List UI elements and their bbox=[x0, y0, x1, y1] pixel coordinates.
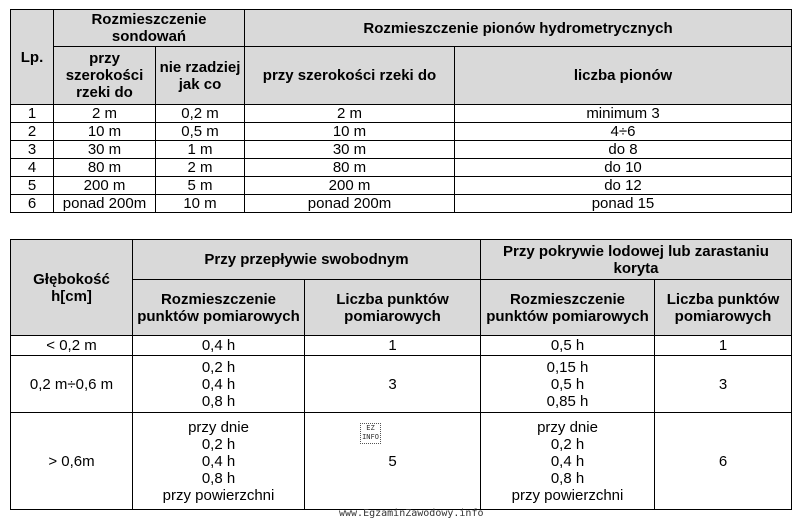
point-position: 0,2 h bbox=[201, 435, 236, 453]
sounding-interval-cell: 0,5 m bbox=[156, 123, 245, 141]
free-distribution-cell bbox=[133, 336, 305, 356]
verticals-count-cell: do 12 bbox=[455, 177, 792, 195]
lp-cell: 5 bbox=[11, 177, 54, 195]
table-row bbox=[11, 123, 792, 141]
verticals-width-cell: 2 m bbox=[245, 105, 455, 123]
point-position: 0,8 h bbox=[201, 392, 236, 410]
free-count-cell: 3 bbox=[305, 356, 481, 413]
depth-cell: 0,2 m÷0,6 m bbox=[11, 356, 133, 413]
depth-cell: > 0,6m bbox=[11, 413, 133, 510]
header-depth: Głębokość h[cm] bbox=[11, 240, 133, 336]
table-row bbox=[11, 177, 792, 195]
verticals-count-cell: ponad 15 bbox=[455, 195, 792, 213]
sounding-width-cell: 2 m bbox=[54, 105, 156, 123]
header-verticals-group: Rozmieszczenie pionów hydrometrycznych bbox=[245, 10, 792, 47]
header-verticals-count: liczba pionów bbox=[455, 47, 792, 105]
measurement-points-table bbox=[10, 239, 792, 510]
ice-count-cell: 1 bbox=[655, 336, 792, 356]
point-position: przy powierzchni bbox=[511, 486, 624, 504]
lp-cell: 4 bbox=[11, 159, 54, 177]
lp-cell: 2 bbox=[11, 123, 54, 141]
header-free-flow-group: Przy przepływie swobodnym bbox=[133, 240, 481, 280]
point-position: przy dnie bbox=[537, 418, 598, 436]
point-position: 0,4 h bbox=[201, 337, 236, 354]
watermark-logo: EZ INFO bbox=[360, 423, 381, 444]
ice-distribution-cell bbox=[481, 413, 655, 510]
verticals-count-cell: minimum 3 bbox=[455, 105, 792, 123]
ice-count-cell: 6 bbox=[655, 413, 792, 510]
sounding-width-cell: 30 m bbox=[54, 141, 156, 159]
point-position: 0,2 h bbox=[201, 358, 236, 376]
sounding-interval-cell: 0,2 m bbox=[156, 105, 245, 123]
verticals-width-cell: 80 m bbox=[245, 159, 455, 177]
header-ice-group: Przy pokrywie lodowej lub zarastaniu koryta bbox=[481, 240, 792, 280]
point-position: 0,4 h bbox=[550, 452, 585, 470]
header-lp: Lp. bbox=[11, 10, 54, 105]
table-row bbox=[11, 159, 792, 177]
point-position: 0,15 h bbox=[546, 358, 589, 376]
point-position: 0,8 h bbox=[550, 469, 585, 487]
sounding-interval-cell: 2 m bbox=[156, 159, 245, 177]
sounding-interval-cell: 5 m bbox=[156, 177, 245, 195]
point-position: 0,2 h bbox=[550, 435, 585, 453]
ice-count-cell: 3 bbox=[655, 356, 792, 413]
free-count-cell: 5 bbox=[305, 413, 481, 510]
watermark-url: www.EgzaminZawodowy.info bbox=[339, 508, 484, 519]
verticals-count-cell: 4÷6 bbox=[455, 123, 792, 141]
verticals-width-cell: 10 m bbox=[245, 123, 455, 141]
verticals-width-cell: ponad 200m bbox=[245, 195, 455, 213]
point-position: 0,8 h bbox=[201, 469, 236, 487]
table-row bbox=[11, 141, 792, 159]
header-ice-distribution: Rozmieszczenie punktów pomiarowych bbox=[481, 280, 655, 336]
sounding-width-cell: 80 m bbox=[54, 159, 156, 177]
lp-cell: 3 bbox=[11, 141, 54, 159]
verticals-width-cell: 200 m bbox=[245, 177, 455, 195]
header-sounding-width: przy szerokości rzeki do bbox=[54, 47, 156, 105]
point-position: przy dnie bbox=[188, 418, 249, 436]
sounding-width-cell: 10 m bbox=[54, 123, 156, 141]
header-ice-count: Liczba punktów pomiarowych bbox=[655, 280, 792, 336]
point-position: 0,5 h bbox=[550, 337, 585, 354]
verticals-count-cell: do 8 bbox=[455, 141, 792, 159]
header-free-count: Liczba punktów pomiarowych bbox=[305, 280, 481, 336]
point-position: 0,85 h bbox=[546, 392, 589, 410]
ice-distribution-cell bbox=[481, 336, 655, 356]
header-verticals-width: przy szerokości rzeki do bbox=[245, 47, 455, 105]
header-sounding-group: Rozmieszczenie sondowań bbox=[54, 10, 245, 47]
lp-cell: 6 bbox=[11, 195, 54, 213]
free-count-cell: 1 bbox=[305, 336, 481, 356]
free-distribution-cell bbox=[133, 356, 305, 413]
table-row bbox=[11, 105, 792, 123]
header-free-distribution: Rozmieszczenie punktów pomiarowych bbox=[133, 280, 305, 336]
point-position: 0,4 h bbox=[201, 452, 236, 470]
depth-cell: < 0,2 m bbox=[11, 336, 133, 356]
table-row bbox=[11, 336, 792, 356]
point-position: przy powierzchni bbox=[162, 486, 275, 504]
ice-distribution-cell bbox=[481, 356, 655, 413]
point-position: 0,5 h bbox=[550, 375, 585, 393]
table-row bbox=[11, 413, 792, 510]
verticals-count-cell: do 10 bbox=[455, 159, 792, 177]
header-sounding-interval: nie rzadziej jak co bbox=[156, 47, 245, 105]
lp-cell: 1 bbox=[11, 105, 54, 123]
sounding-verticals-table bbox=[10, 9, 792, 213]
verticals-width-cell: 30 m bbox=[245, 141, 455, 159]
point-position: 0,4 h bbox=[201, 375, 236, 393]
free-distribution-cell bbox=[133, 413, 305, 510]
sounding-width-cell: ponad 200m bbox=[54, 195, 156, 213]
sounding-width-cell: 200 m bbox=[54, 177, 156, 195]
table-row bbox=[11, 356, 792, 413]
sounding-interval-cell: 10 m bbox=[156, 195, 245, 213]
sounding-interval-cell: 1 m bbox=[156, 141, 245, 159]
table-row bbox=[11, 195, 792, 213]
